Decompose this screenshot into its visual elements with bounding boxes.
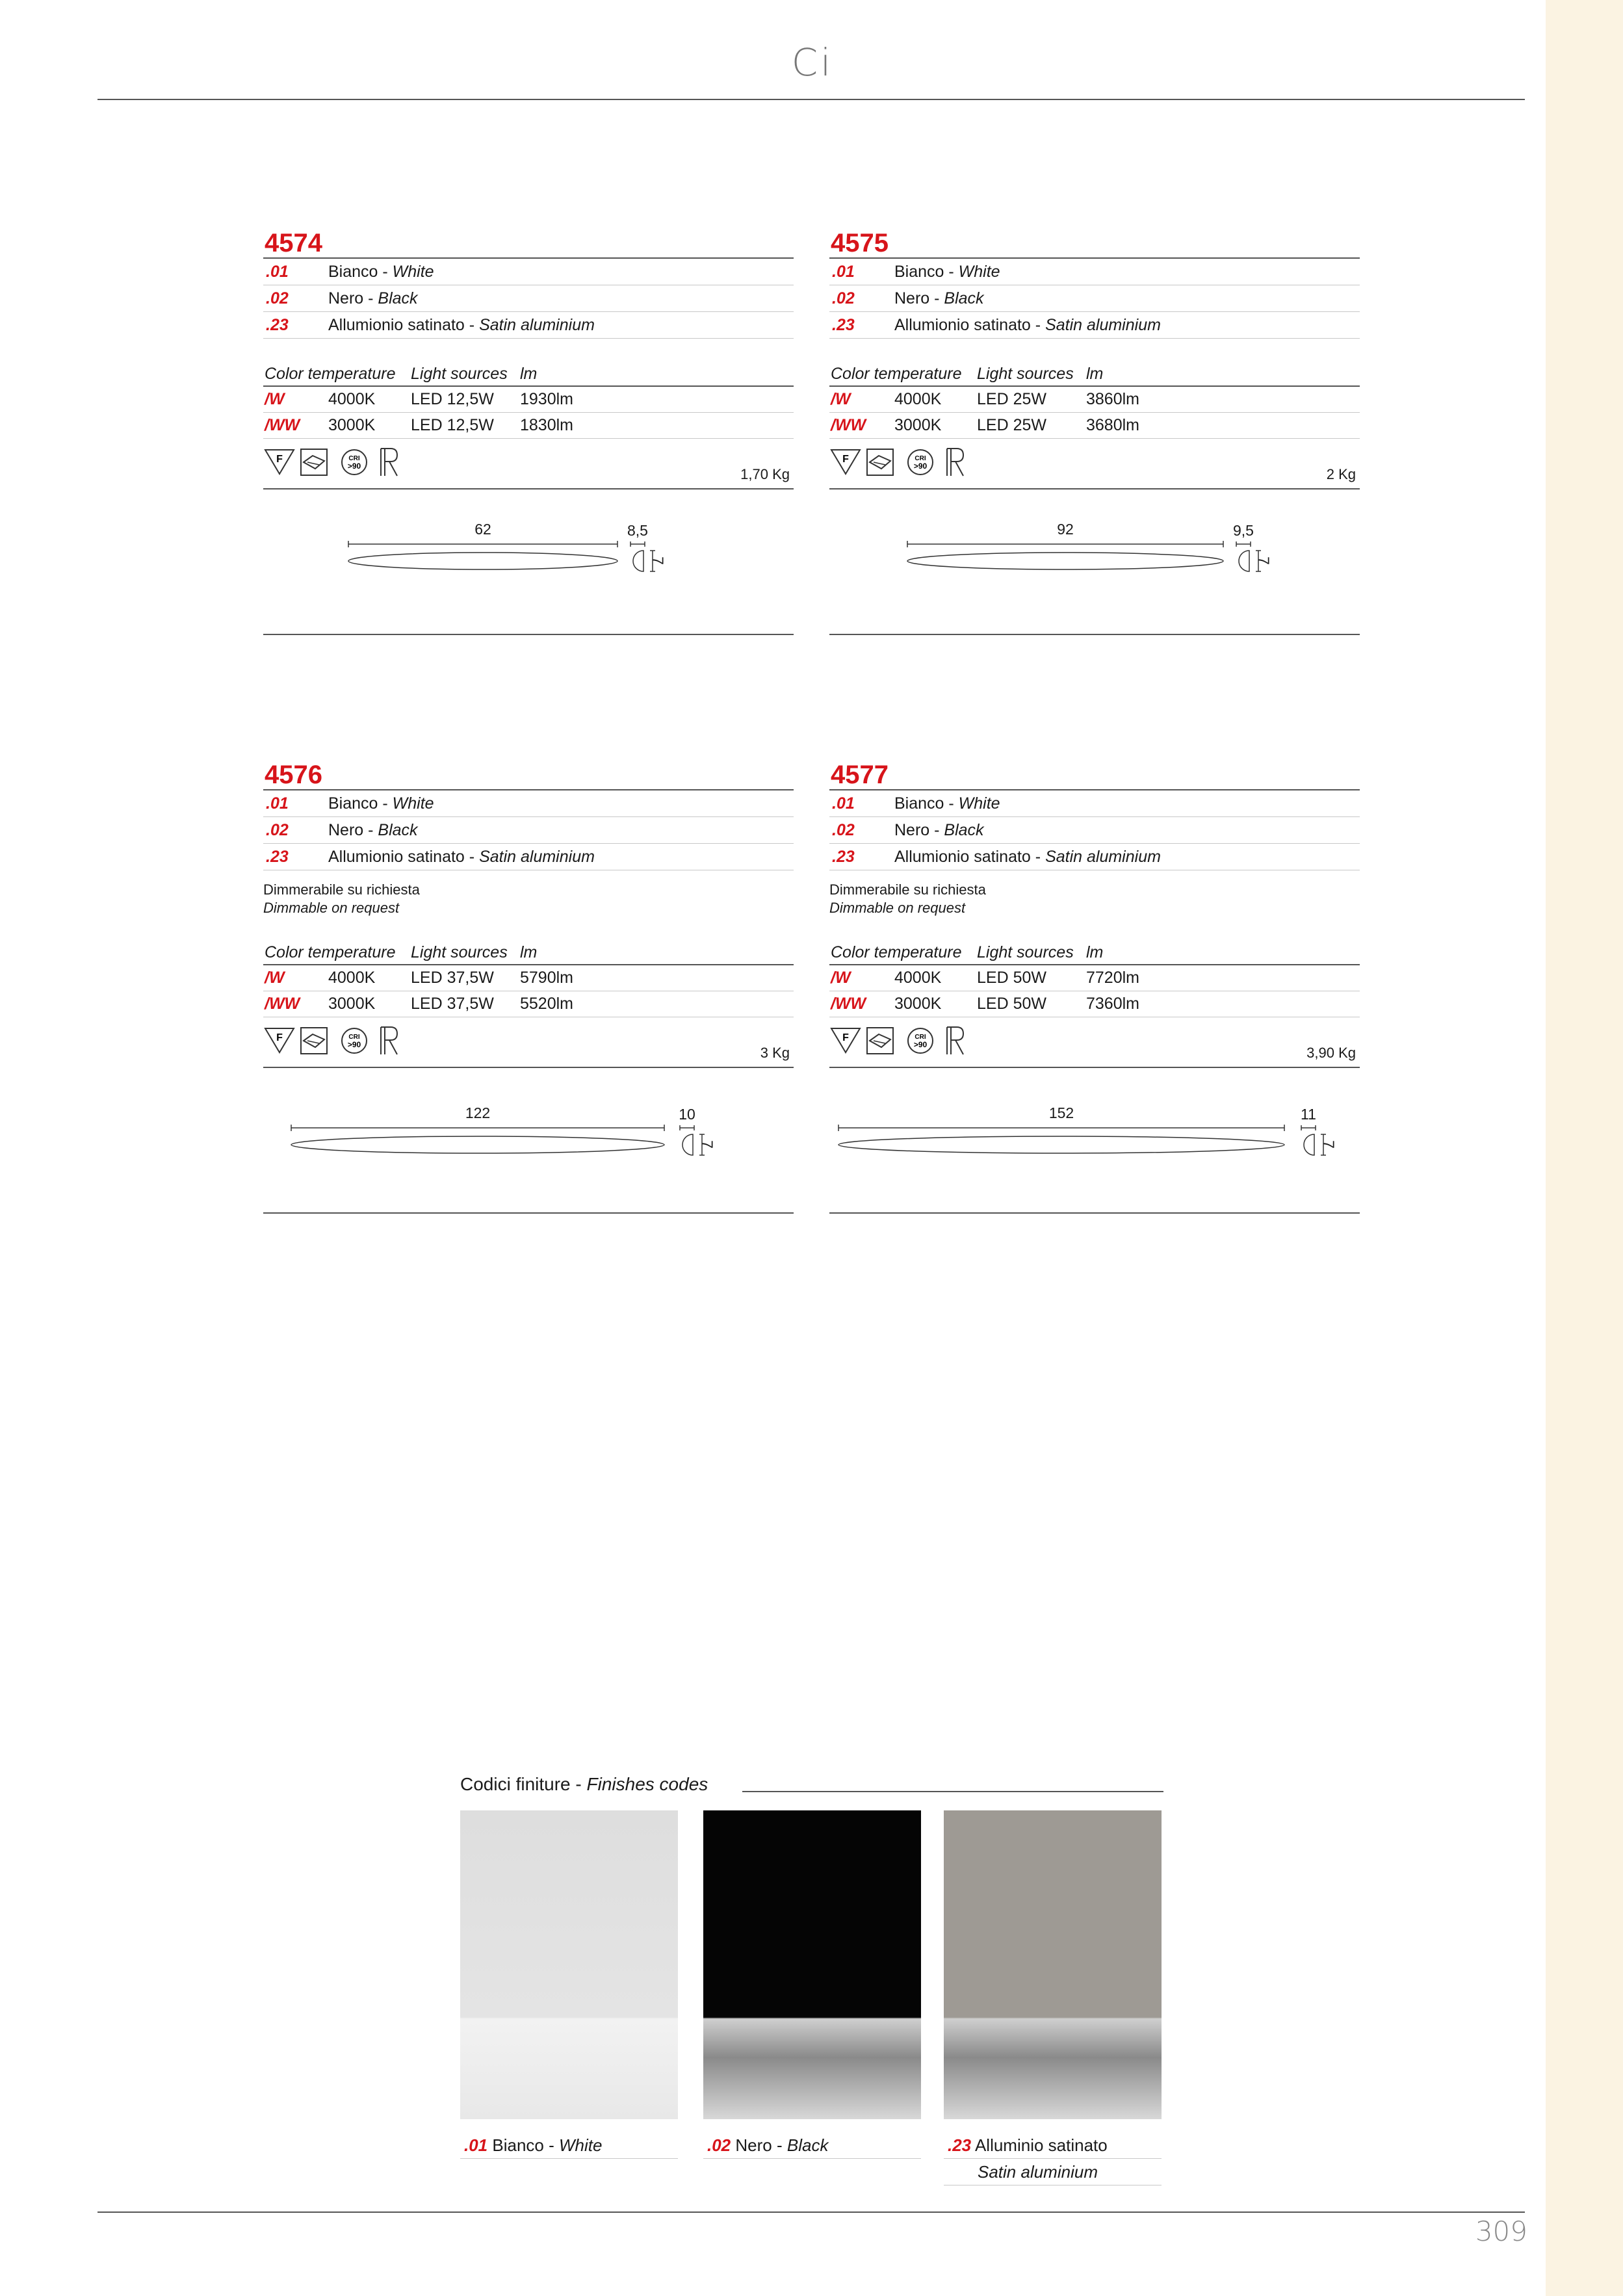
length-value: 62 [474, 521, 491, 538]
insulation-box-icon [300, 448, 328, 476]
r-mark-icon [944, 447, 966, 478]
insulation-icon-wrap [300, 448, 328, 480]
header-light-sources: Light sources [977, 943, 1074, 961]
r-mark-icon [378, 1025, 400, 1056]
finish-swatch-01 [460, 1810, 678, 2119]
header-lumen: lm [520, 943, 538, 961]
finishes-title-rule [742, 1791, 1163, 1792]
length-value: 92 [1057, 521, 1074, 538]
light-source: LED 37,5W [411, 969, 494, 987]
lumen-output: 1930lm [520, 390, 573, 408]
product-code: 4576 [263, 761, 794, 790]
f-class-triangle-icon [263, 448, 296, 476]
cri-90-icon [340, 1026, 369, 1055]
height-value: 7 [699, 1140, 716, 1149]
f-class-icon-wrap [829, 1026, 862, 1058]
dimension-drawing [263, 1068, 794, 1214]
finishes-title: Codici finiture - Finishes codes [460, 1771, 1163, 1797]
color-temperature: 3000K [328, 995, 376, 1013]
height-value: 7 [649, 556, 667, 565]
variant-code: /W [831, 390, 851, 408]
variant-code: /WW [831, 416, 866, 434]
header-lumen: lm [520, 365, 538, 383]
brand-logo: Ci [791, 40, 834, 85]
spec-header-row [829, 939, 1360, 965]
finish-name: Bianco - White [894, 263, 1000, 281]
fixture-side-profile [1304, 1134, 1314, 1155]
swatch-label-line [944, 2132, 1162, 2159]
finish-name: Nero - Black [328, 821, 418, 839]
dimmable-note: Dimmerabile su richiesta Dimmable on request [829, 881, 986, 916]
fixture-top-view [838, 1136, 1284, 1153]
finish-swatch-label [944, 2132, 1162, 2185]
r-mark-icon-wrap [944, 1025, 966, 1060]
product-weight: 1,70 Kg [740, 466, 790, 482]
dimension-drawing-svg [829, 1068, 1360, 1212]
lumen-output: 1830lm [520, 416, 573, 434]
swatch-code: .01 [464, 2135, 488, 2155]
finish-code: .23 [832, 316, 855, 334]
finish-code: .02 [266, 289, 289, 307]
lumen-output: 5520lm [520, 995, 573, 1013]
dimension-drawing-svg [263, 489, 794, 634]
lumen-output: 5790lm [520, 969, 573, 987]
header-color-temperature: Color temperature [265, 943, 396, 961]
cri-icon-wrap [906, 448, 935, 480]
product-weight: 3 Kg [760, 1045, 790, 1061]
swatch-code: .02 [707, 2135, 731, 2155]
cri-90-icon [906, 448, 935, 476]
light-source: LED 12,5W [411, 416, 494, 434]
finishes-title-en: Finishes codes [586, 1774, 708, 1794]
light-source: LED 50W [977, 969, 1046, 987]
cri-icon-wrap [906, 1026, 935, 1058]
height-value: 7 [1320, 1140, 1338, 1149]
length-value: 122 [465, 1104, 491, 1121]
swatch-name-en: Black [786, 2135, 829, 2155]
lumen-output: 7360lm [1086, 995, 1139, 1013]
finish-code: .01 [266, 263, 289, 281]
f-class-triangle-icon [263, 1026, 296, 1055]
dimension-drawing [829, 489, 1360, 635]
color-temperature: 4000K [894, 969, 942, 987]
finish-row [263, 817, 794, 844]
finish-row [829, 844, 1360, 870]
spec-header-row [829, 361, 1360, 387]
finish-name: Bianco - White [328, 794, 434, 813]
r-mark-icon-wrap [378, 1025, 400, 1060]
finish-row [263, 285, 794, 312]
swatch-name-it: Bianco [492, 2135, 544, 2155]
finish-code: .23 [832, 848, 855, 866]
r-mark-icon-wrap [944, 447, 966, 481]
finish-name: Bianco - White [894, 794, 1000, 813]
spec-row [263, 991, 794, 1017]
swatch-name-it: Nero [735, 2135, 772, 2155]
insulation-box-icon [300, 1026, 328, 1055]
finish-code: .01 [266, 794, 289, 813]
svg-text:CRI: CRI [915, 1034, 926, 1041]
finish-code: .23 [266, 848, 289, 866]
finish-code: .02 [832, 821, 855, 839]
fixture-top-view [291, 1136, 664, 1153]
light-source: LED 25W [977, 390, 1046, 408]
finish-swatch-label [703, 2132, 921, 2159]
finish-row [263, 790, 794, 817]
swatch-label-line-2 [944, 2159, 1162, 2185]
certification-icons-row [829, 439, 1360, 489]
fixture-top-view [348, 553, 617, 569]
finish-row [829, 312, 1360, 339]
light-source: LED 25W [977, 416, 1046, 434]
dimension-drawing [829, 1068, 1360, 1214]
header-rule [97, 99, 1525, 100]
finish-swatch-23 [944, 1810, 1162, 2119]
variant-code: /W [265, 969, 285, 987]
fixture-top-view [907, 553, 1223, 569]
svg-text:>90: >90 [913, 1040, 928, 1049]
color-temperature: 3000K [328, 416, 376, 434]
light-source: LED 37,5W [411, 995, 494, 1013]
finish-name: Nero - Black [894, 821, 984, 839]
finish-row [829, 259, 1360, 285]
fixture-side-profile [1239, 551, 1249, 571]
svg-text:>90: >90 [347, 1040, 361, 1049]
finish-name: Nero - Black [894, 289, 984, 307]
color-temperature: 3000K [894, 416, 942, 434]
header-lumen: lm [1086, 365, 1104, 383]
finish-name: Allumionio satinato - Satin aluminium [328, 848, 595, 866]
fixture-side-profile [633, 551, 643, 571]
spec-row [263, 965, 794, 991]
width-value: 11 [1301, 1106, 1316, 1123]
page-sidebar-band [1546, 0, 1623, 2296]
width-value: 10 [679, 1106, 695, 1123]
svg-text:>90: >90 [913, 462, 928, 471]
variant-code: /W [831, 969, 851, 987]
product-block-4575 [829, 229, 1360, 635]
length-value: 152 [1048, 1104, 1074, 1121]
cri-90-icon [906, 1026, 935, 1055]
svg-text:CRI: CRI [348, 455, 360, 462]
spec-row [263, 387, 794, 413]
product-code: 4574 [263, 229, 794, 259]
svg-text:F: F [842, 454, 849, 465]
variant-code: /WW [265, 995, 300, 1013]
finish-swatch-02 [703, 1810, 921, 2119]
product-code: 4575 [829, 229, 1360, 259]
spec-row [829, 965, 1360, 991]
height-value: 7 [1255, 556, 1273, 565]
spec-row [829, 991, 1360, 1017]
insulation-icon-wrap [300, 1026, 328, 1058]
finish-row [263, 312, 794, 339]
variant-code: /WW [265, 416, 300, 434]
lumen-output: 3860lm [1086, 390, 1139, 408]
header-light-sources: Light sources [977, 365, 1074, 383]
certification-icons-row [263, 439, 794, 489]
insulation-box-icon [866, 1026, 894, 1055]
f-class-triangle-icon [829, 1026, 862, 1055]
light-source: LED 50W [977, 995, 1046, 1013]
finishes-section [460, 1771, 1163, 2182]
cri-icon-wrap [340, 448, 369, 480]
r-mark-icon [944, 1025, 966, 1056]
swatch-code: .23 [948, 2135, 972, 2155]
product-block-4574 [263, 229, 794, 635]
product-code: 4577 [829, 761, 1360, 790]
cri-90-icon [340, 448, 369, 476]
header-color-temperature: Color temperature [265, 365, 396, 383]
swatch-name-en: Satin aluminium [978, 2162, 1098, 2182]
swatch-label-line: .02 Nero - Black [703, 2132, 921, 2159]
finish-name: Allumionio satinato - Satin aluminium [894, 848, 1161, 866]
insulation-icon-wrap [866, 1026, 894, 1058]
color-temperature: 3000K [894, 995, 942, 1013]
dimension-drawing-svg [829, 489, 1360, 634]
page-number: 309 [1475, 2215, 1527, 2247]
finish-code: .02 [832, 289, 855, 307]
svg-text:CRI: CRI [348, 1034, 360, 1041]
swatch-label-line: .01 Bianco - White [460, 2132, 678, 2159]
certification-icons-row [829, 1017, 1360, 1068]
finish-name: Bianco - White [328, 263, 434, 281]
header-lumen: lm [1086, 943, 1104, 961]
finish-code: .01 [832, 794, 855, 813]
spec-header-row [263, 939, 794, 965]
finish-row [829, 817, 1360, 844]
product-block-4577 [829, 761, 1360, 1214]
header-color-temperature: Color temperature [831, 365, 962, 383]
finish-swatch-label [460, 2132, 678, 2159]
header-light-sources: Light sources [411, 365, 508, 383]
product-block-4576 [263, 761, 794, 1214]
r-mark-icon [378, 447, 400, 478]
svg-text:CRI: CRI [915, 455, 926, 462]
f-class-icon-wrap [263, 448, 296, 480]
color-temperature: 4000K [328, 390, 376, 408]
svg-text:>90: >90 [347, 462, 361, 471]
spec-row [829, 413, 1360, 439]
finish-row [263, 844, 794, 870]
product-weight: 2 Kg [1326, 466, 1356, 482]
finish-code: .01 [832, 263, 855, 281]
spec-row [263, 413, 794, 439]
finish-name: Nero - Black [328, 289, 418, 307]
color-temperature: 4000K [328, 969, 376, 987]
footer-rule [97, 2211, 1525, 2213]
f-class-icon-wrap [263, 1026, 296, 1058]
swatch-name-en: White [559, 2135, 603, 2155]
header-light-sources: Light sources [411, 943, 508, 961]
dimension-drawing [263, 489, 794, 635]
svg-text:F: F [276, 1032, 283, 1043]
color-temperature: 4000K [894, 390, 942, 408]
lumen-output: 7720lm [1086, 969, 1139, 987]
svg-text:F: F [842, 1032, 849, 1043]
header-color-temperature: Color temperature [831, 943, 962, 961]
finish-name: Allumionio satinato - Satin aluminium [328, 316, 595, 334]
f-class-triangle-icon [829, 448, 862, 476]
svg-text:F: F [276, 454, 283, 465]
width-value: 8,5 [627, 522, 648, 539]
finish-code: .23 [266, 316, 289, 334]
light-source: LED 12,5W [411, 390, 494, 408]
insulation-icon-wrap [866, 448, 894, 480]
product-weight: 3,90 Kg [1306, 1045, 1356, 1061]
lumen-output: 3680lm [1086, 416, 1139, 434]
cri-icon-wrap [340, 1026, 369, 1058]
fixture-side-profile [682, 1134, 693, 1155]
variant-code: /WW [831, 995, 866, 1013]
f-class-icon-wrap [829, 448, 862, 480]
variant-code: /W [265, 390, 285, 408]
certification-icons-row [263, 1017, 794, 1068]
spec-row [829, 387, 1360, 413]
finish-row [829, 285, 1360, 312]
finish-name: Allumionio satinato - Satin aluminium [894, 316, 1161, 334]
swatch-name-it: Alluminio satinato [974, 2135, 1108, 2155]
dimmable-note: Dimmerabile su richiesta Dimmable on request [263, 881, 420, 916]
finish-code: .02 [266, 821, 289, 839]
r-mark-icon-wrap [378, 447, 400, 481]
spec-header-row [263, 361, 794, 387]
width-value: 9,5 [1233, 522, 1254, 539]
finish-row [263, 259, 794, 285]
finish-row [829, 790, 1360, 817]
insulation-box-icon [866, 448, 894, 476]
